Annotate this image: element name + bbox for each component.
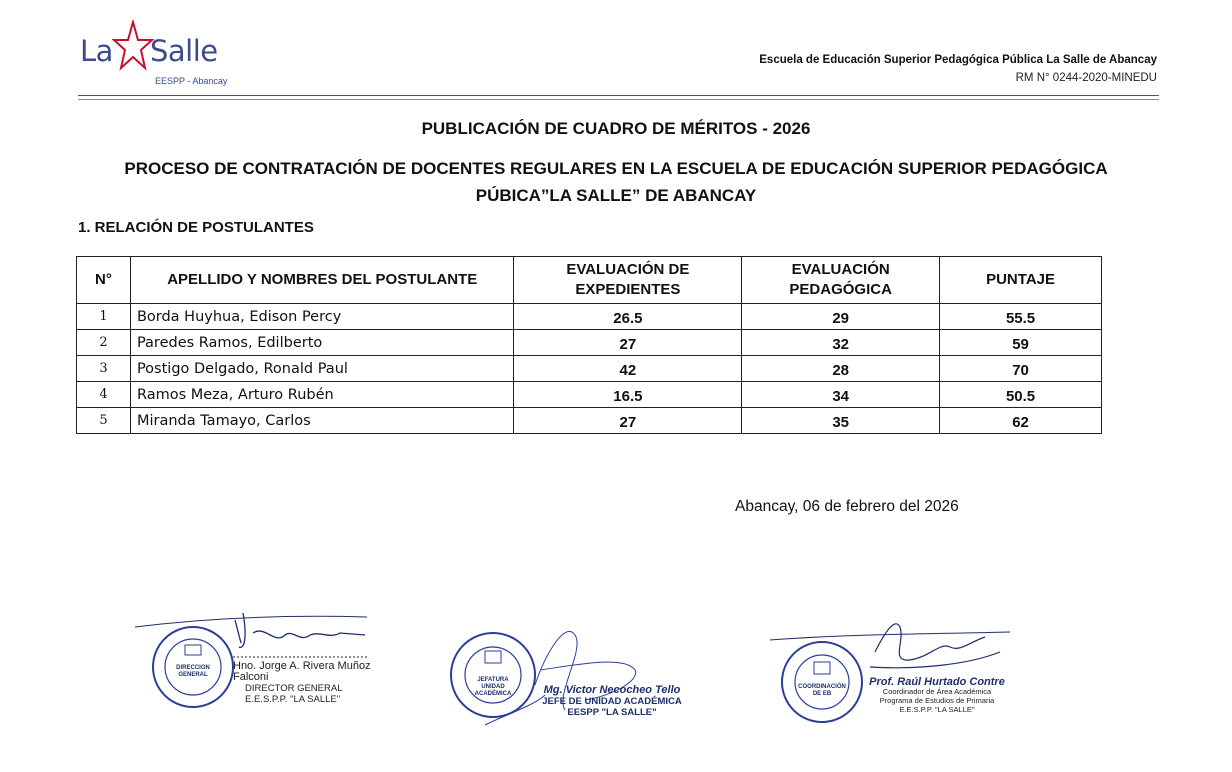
signature-coordinator-program: Programa de Estudios de Primaria: [879, 696, 995, 705]
seal-coordinator-text: COORDINACIÓN DE EB: [798, 684, 846, 697]
expedientes-score: 26.5: [514, 304, 742, 330]
logo-salle-text: Salle: [150, 34, 218, 68]
table-row: [77, 408, 1102, 434]
column-header-number: N°: [77, 257, 131, 304]
table-row: [77, 356, 1102, 382]
table-header-row: [77, 257, 1102, 304]
seal-academic-text: JEFATURA UNIDAD ACADÉMICA: [474, 677, 512, 697]
signature-coordinator-text: [862, 678, 1012, 714]
logo-subtitle: EESPP - Abancay: [155, 76, 228, 86]
signature-director-name: Hno. Jorge A. Rivera Muñoz Falconi: [233, 660, 371, 683]
row-number: 3: [77, 356, 131, 382]
signature-coordinator-org: E.E.S.P.P. "LA SALLE": [899, 705, 975, 714]
logo-la-text: La: [80, 34, 113, 68]
pedagogica-score: 29: [742, 304, 940, 330]
expedientes-score: 16.5: [514, 382, 742, 408]
applicant-name: Postigo Delgado, Ronald Paul: [130, 356, 514, 382]
school-name: Escuela de Educación Superior Pedagógica Pública La Salle de Abancay: [759, 54, 1157, 66]
row-number: 1: [77, 304, 131, 330]
signature-academic-text: [537, 685, 687, 718]
signature-director-role: DIRECTOR GENERAL: [245, 683, 343, 694]
applicant-name: Ramos Meza, Arturo Rubén: [130, 382, 514, 408]
pedagogica-score: 28: [742, 356, 940, 382]
signature-block-coordinator: [770, 612, 1015, 727]
process-title: [80, 155, 1152, 209]
total-score: 55.5: [940, 304, 1102, 330]
expedientes-score: 42: [514, 356, 742, 382]
merit-table: [76, 256, 1102, 434]
process-title-line2: PÚBICA”LA SALLE” DE ABANCAY: [475, 186, 757, 205]
applicant-name: Paredes Ramos, Edilberto: [130, 330, 514, 356]
table-row: [77, 304, 1102, 330]
column-header-puntaje: PUNTAJE: [940, 257, 1102, 304]
header-divider: [78, 95, 1159, 96]
total-score: 59: [940, 330, 1102, 356]
applicant-name: Miranda Tamayo, Carlos: [130, 408, 514, 434]
column-header-pedagogica: EVALUACIÓN PEDAGÓGICA: [742, 257, 940, 304]
row-number: 4: [77, 382, 131, 408]
expedientes-score: 27: [514, 330, 742, 356]
signature-academic-role: JEFE DE UNIDAD ACADÉMICA: [542, 696, 682, 707]
applicant-name: Borda Huyhua, Edison Percy: [130, 304, 514, 330]
pedagogica-score: 32: [742, 330, 940, 356]
signature-block-director: [135, 605, 375, 715]
column-header-expedientes: EVALUACIÓN DE EXPEDIENTES: [514, 257, 742, 304]
seal-director-text: DIRECCION GENERAL: [176, 665, 210, 678]
row-number: 5: [77, 408, 131, 434]
place-and-date: Abancay, 06 de febrero del 2026: [735, 498, 959, 515]
star-logo-icon: [112, 20, 154, 72]
signature-director-org: E.E.S.P.P. "LA SALLE": [245, 694, 341, 705]
signature-academic-org: EESPP "LA SALLE": [567, 707, 657, 718]
section-heading: 1. RELACIÓN DE POSTULANTES: [78, 219, 314, 236]
signature-director-text: [233, 661, 383, 705]
total-score: 70: [940, 356, 1102, 382]
process-title-line1: PROCESO DE CONTRATACIÓN DE DOCENTES REGULARES EN LA ESCUELA DE EDUCACIÓN SUPERIOR PEDAGÓGICA: [124, 159, 1108, 178]
total-score: 62: [940, 408, 1102, 434]
pedagogica-score: 35: [742, 408, 940, 434]
table-row: [77, 382, 1102, 408]
signature-block-academic-head: [445, 615, 685, 730]
expedientes-score: 27: [514, 408, 742, 434]
signature-coordinator-role: Coordinador de Área Académica: [882, 687, 992, 696]
page-title: PUBLICACIÓN DE CUADRO DE MÉRITOS - 2026: [421, 119, 811, 138]
row-number: 2: [77, 330, 131, 356]
column-header-name: APELLIDO Y NOMBRES DEL POSTULANTE: [130, 257, 514, 304]
signature-coordinator-name: Prof. Raúl Hurtado Contre: [869, 676, 1005, 688]
signature-academic-name: Mg. Victor Necocheo Tello: [543, 684, 681, 696]
header-divider-secondary: [78, 99, 1159, 100]
total-score: 50.5: [940, 382, 1102, 408]
pedagogica-score: 34: [742, 382, 940, 408]
table-row: [77, 330, 1102, 356]
resolution-number: RM N° 0244-2020-MINEDU: [1015, 72, 1157, 84]
